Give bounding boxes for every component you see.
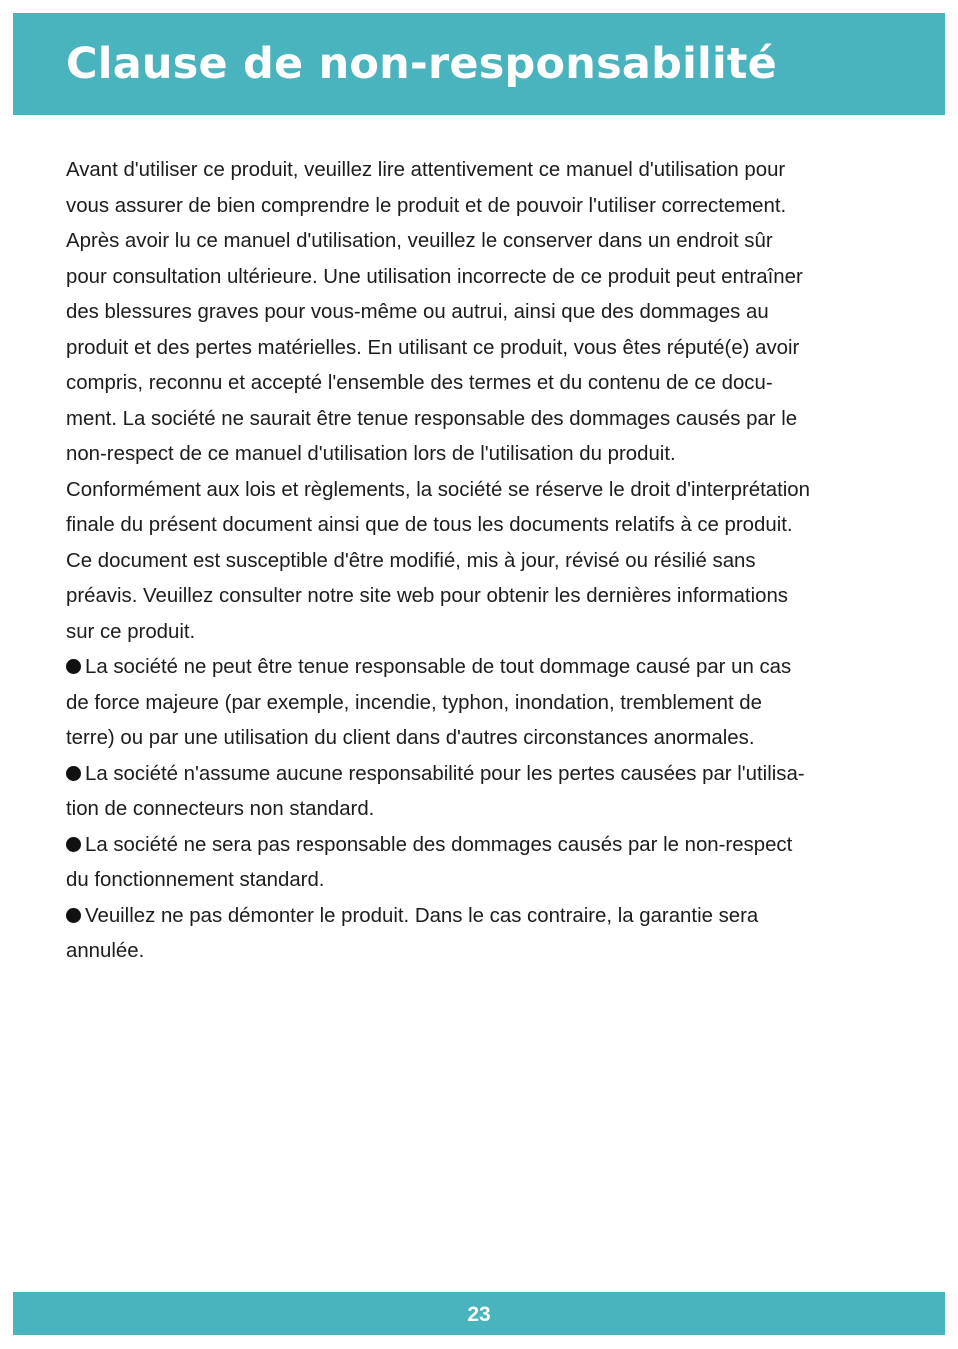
- bullet-item: [66, 757, 896, 793]
- bullet-text: La société ne peut être tenue responsable de tout dommage causé par un cas: [85, 656, 792, 678]
- body-line: tion de connecteurs non standard.: [66, 798, 375, 820]
- bullet-item: [66, 650, 896, 686]
- body-line: terre) ou par une utilisation du client dans d'autres circonstances anormales.: [66, 727, 755, 749]
- bullet-text: La société n'assume aucune responsabilité pour les pertes causées par l'utilisa-: [85, 762, 805, 785]
- body-line: des blessures graves pour vous-même ou autrui, ainsi que des dommages au: [66, 301, 769, 323]
- body-line: de force majeure (par exemple, incendie, typhon, inondation, tremblement de: [66, 691, 762, 714]
- body-line: non-respect de ce manuel d'utilisation lors de l'utilisation du produit.: [66, 443, 676, 465]
- body-line: Avant d'utiliser ce produit, veuillez lire attentivement ce manuel d'utilisation pour: [66, 159, 786, 181]
- body-line: vous assurer de bien comprendre le produit et de pouvoir l'utiliser correctement.: [66, 194, 787, 217]
- body-line: ment. La société ne saurait être tenue responsable des dommages causés par le: [66, 407, 798, 430]
- bullet-dot-icon: [66, 659, 81, 674]
- body-line: Conformément aux lois et règlements, la société se réserve le droit d'interprétation: [66, 478, 810, 501]
- body-line: Ce document est susceptible d'être modifié, mis à jour, révisé ou résilié sans: [66, 549, 756, 572]
- footer-banner: [13, 1292, 945, 1335]
- bullet-item: [66, 899, 896, 935]
- body-line: compris, reconnu et accepté l'ensemble des termes et du contenu de ce docu-: [66, 372, 773, 394]
- bullet-dot-icon: [66, 766, 81, 781]
- bullet-dot-icon: [66, 908, 81, 923]
- disclaimer-body: [66, 153, 896, 970]
- body-line: produit et des pertes matérielles. En utilisant ce produit, vous êtes réputé(e) avoir: [66, 336, 800, 359]
- bullet-dot-icon: [66, 837, 81, 852]
- body-line: annulée.: [66, 940, 145, 962]
- header-banner: [13, 13, 945, 115]
- bullet-item: [66, 828, 896, 864]
- body-line: sur ce produit.: [66, 620, 196, 643]
- bullet-text: La société ne sera pas responsable des dommages causés par le non-respect: [85, 833, 793, 856]
- bullet-text: Veuillez ne pas démonter le produit. Dans le cas contraire, la garantie sera: [85, 904, 759, 927]
- body-line: Après avoir lu ce manuel d'utilisation, veuillez le conserver dans un endroit sûr: [66, 230, 773, 252]
- body-line: pour consultation ultérieure. Une utilisation incorrecte de ce produit peut entraîner: [66, 265, 803, 288]
- body-line: finale du présent document ainsi que de tous les documents relatifs à ce produit.: [66, 514, 793, 536]
- body-line: préavis. Veuillez consulter notre site web pour obtenir les dernières informations: [66, 585, 788, 607]
- page-number: 23: [467, 1303, 491, 1326]
- page-title: Clause de non-responsabilité: [66, 39, 778, 89]
- body-line: du fonctionnement standard.: [66, 869, 325, 891]
